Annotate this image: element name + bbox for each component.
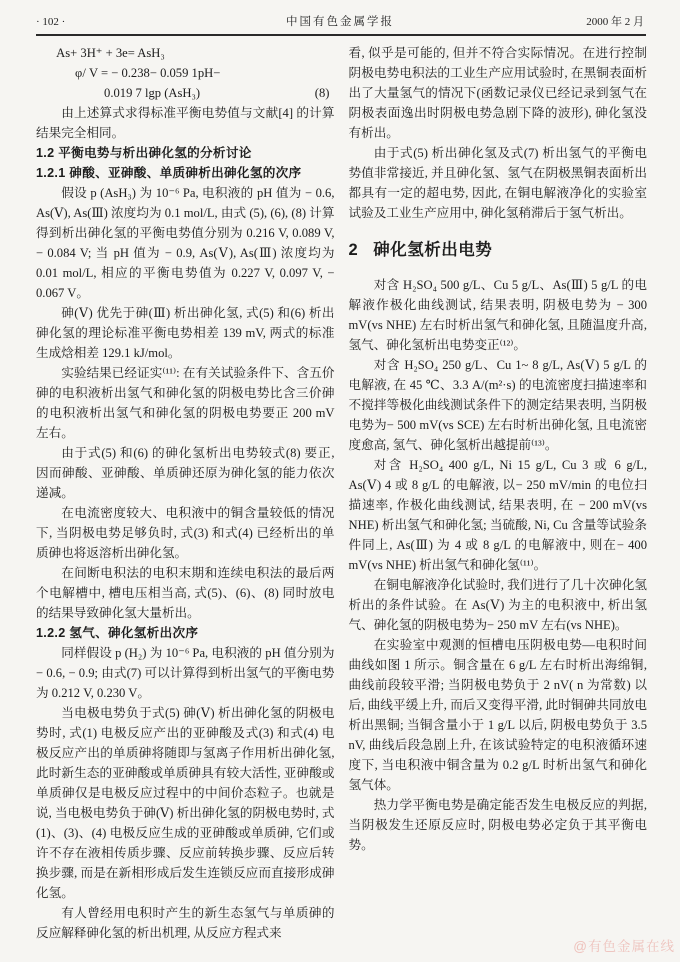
paragraph-redissolve: 在电流密度较大、电积液中的铜含量较低的情况下, 当阴极电势足够负时, 式(3) 和式(4) 已经析出的单质砷也将返溶析出砷化氢。 [36, 506, 335, 560]
paragraph-experiment: 实验结果已经证实⁽¹¹⁾: 在有关试验条件下、含五价砷的电积液析出氢气和砷化氢的阴极电势比含三价砷的电积液析出氢气和砷化氢的阴极电势要正 200 mV 左右。 [36, 366, 335, 440]
page-number: · 102 · [36, 16, 66, 28]
paragraph-overpotential: 由于式(5) 析出砷化氢及式(7) 析出氢气的平衡电势值非常接近, 并且砷化氢、氢气在阴极黑铜表面析出都具有一定的超电势, 因此, 在铜电解液净化的实验室试验及工业生产应用中, 砷化氢稍滞后于氢气析出。 [348, 146, 647, 220]
paragraph-thermodynamics: 热力学平衡电势是确定能否发生电极反应的判据, 当阴极发生还原反应时, 阴极电势必定负于其平衡电势。 [348, 798, 647, 852]
issue-date: 2000 年 2 月 [586, 16, 644, 28]
equation-number: (8) [314, 86, 330, 100]
paragraph-decrease: 由于式(5) 和(6) 的砷化氢析出电势较式(8) 要正, 因而砷酸、亚砷酸、单质砷还原为砷化氢的能力依次递减。 [36, 446, 335, 500]
paragraph-someone: 有人曾经用电积时产生的新生态氢气与单质砷的反应解释砷化氢的析出机理, 从反应方程式来 [36, 906, 335, 940]
heading-section-2-title: 砷化氢析出电势 [373, 241, 493, 259]
paragraph-hydrogen: 同样假设 p (H₂) 为 10⁻⁶ Pa, 电积液的 pH 值分别为− 0.6, − 0.9; 由式(7) 可以计算得到析出氢气的平衡电势为 0.212 V, 0.230 V。 [36, 646, 335, 700]
equation-block-8 [36, 43, 335, 103]
right-column [349, 43, 648, 943]
paragraph-curve: 在实验室中观测的恒槽电压阴极电势—电积时间曲线如图 1 所示。铜含量在 6 g/L 左右时析出海绵铜, 曲线前段较平滑; 当阴极电势负于 2 nV( n 为常数) 以后, 曲线平缓上升, 而后又变得平滑, 此时铜砷共同放电析出黑铜; 当铜含量小于 1 g/L 以后, 阴极电势负于 3.5 nV, 曲线后段急剧上升, 在该试验特定的电积液循环速度下, 当电积液中铜含量为 0.2 g/L 时析出氢气和砷化氢气体。 [348, 638, 647, 792]
heading-1-2: 1.2 平衡电势与析出砷化氢的分析讨论 [36, 146, 252, 160]
heading-1-2-2: 1.2.2 氢气、砷化氢析出次序 [36, 626, 199, 640]
paragraph-test-250: 对含 H₂SO₄ 250 g/L、Cu 1~ 8 g/L, As(Ⅴ) 5 g/L 的电解液, 在 45 ℃、3.3 A/(m²·s) 的电流密度扫描速率和不搅拌等极化曲线测试条件下的测定结果表明, 当阴极电势为− 500 mV(vs SCE) 左右时析出砷化氢, 且电流密度愈高, 氢气、砷化氢析出越提前⁽¹³⁾。 [348, 358, 647, 452]
paragraph-conclusion: 由上述算式求得标准平衡电势值与文献[4] 的计算结果完全相同。 [36, 106, 335, 140]
equation-potential-term: 0.019 7 lgp (AsH₃) [104, 86, 201, 100]
watermark: @有色金属在线 [573, 939, 675, 954]
paragraph-priority: 砷(Ⅴ) 优先于砷(Ⅲ) 析出砷化氢, 式(5) 和(6) 析出砷化氢的理论标准平衡电势相差 139 mV, 两式的标准生成焓相差 129.1 kJ/mol。 [36, 306, 335, 360]
paragraph-cells: 在间断电积法的电积末期和连续电积法的最后两个电解槽中, 槽电压相当高, 式(5)、(6)、(8) 同时放电的结果导致砷化氢大量析出。 [36, 566, 335, 620]
left-column [36, 43, 335, 943]
running-header [0, 0, 680, 29]
paragraph-test-400: 对含 H₂SO₄ 400 g/L, Ni 15 g/L, Cu 3 或 6 g/L, As(Ⅴ) 4 或 8 g/L 的电解液, 以− 250 mV/min 的电位扫描速率, 作极化曲线测试, 结果表明, 在 − 200 mV(vs NHE) 析出氢气和砷化氢; 当硫酸, Ni, Cu 含量等试验条件同上, As(Ⅲ) 为 4 或 8 g/L 的电解液中, 则在− 400 mV(vs NHE) 析出氢气和砷化氢⁽¹¹⁾。 [348, 458, 647, 572]
heading-1-2-1: 1.2.1 砷酸、亚砷酸、单质砷析出砷化氢的次序 [36, 166, 302, 180]
equation-potential-line2 [36, 83, 335, 103]
paragraph-purify-test: 在铜电解液净化试验时, 我们进行了几十次砷化氢析出的条件试验。在 As(Ⅴ) 为主的电积液中, 析出氢气、砷化氢的阴极电势为− 250 mV 左右(vs NHE)。 [348, 578, 647, 632]
journal-title: 中国有色金属学报 [286, 16, 394, 28]
paragraph-mechanism: 当电极电势负于式(5) 砷(Ⅴ) 析出砷化氢的阴极电势时, 式(1) 电极反应产出的亚砷酸及式(3) 和式(4) 电极反应产出的单质砷将随即与氢离子作用析出砷化氢, 此时新生态的亚砷酸或单质砷具有较大活性, 亚砷酸或单质砷仅是电极反应过程中的中间价态粒子。也就是说, 当电极电势负于砷(Ⅴ) 析出砷化氢的阴极电势时, 式(1)、(3)、(4) 电极反应生成的亚砷酸或单质砷, 它们或许不存在液相传质步骤、反应前转换步骤、反应后转换步骤, 而是在新相形成后发生连锁反应而直接形成砷化氢。 [36, 706, 335, 900]
paragraph-test-500: 对含 H₂SO₄ 500 g/L、Cu 5 g/L、As(Ⅲ) 5 g/L 的电解液作极化曲线测试, 结果表明, 阴极电势为 − 300 mV(vs NHE) 左右时析出氢气和砷化氢, 且随温度升高, 氢气、砷化氢析出电势变正⁽¹²⁾。 [348, 278, 647, 352]
heading-section-2 [349, 240, 648, 260]
equation-potential-line1: φ/ V = − 0.238− 0.059 1pH− [75, 66, 221, 80]
paragraph-continuation: 看, 似乎是可能的, 但并不符合实际情况。在进行控制阴极电势电积法的工业生产应用试验时, 在黑铜表面析出了大量氢气的情况下(函数记录仪已经记录到氢气在阴极表面逸出时阴极电势急剧下降的波形), 砷化氢没有析出。 [348, 46, 647, 140]
equation-reaction: As+ 3H⁺ + 3e= AsH₃ [56, 46, 165, 60]
paragraph-assumption: 假设 p (AsH₃) 为 10⁻⁶ Pa, 电积液的 pH 值为 − 0.6, As(Ⅴ), As(Ⅲ) 浓度均为 0.1 mol/L, 由式 (5), (6), (8) 计算得到析出砷化氢的平衡电势值分别为 0.216 V, 0.089 V, − 0.084 V; 当 pH 值为 − 0.9, As(Ⅴ), As(Ⅲ) 浓度均为 0.01 mol/L, 相应的平衡电势值为 0.227 V, 0.097 V, − 0.067 V。 [36, 186, 335, 300]
heading-section-2-number: 2 [348, 241, 359, 259]
two-column-body [0, 36, 680, 943]
